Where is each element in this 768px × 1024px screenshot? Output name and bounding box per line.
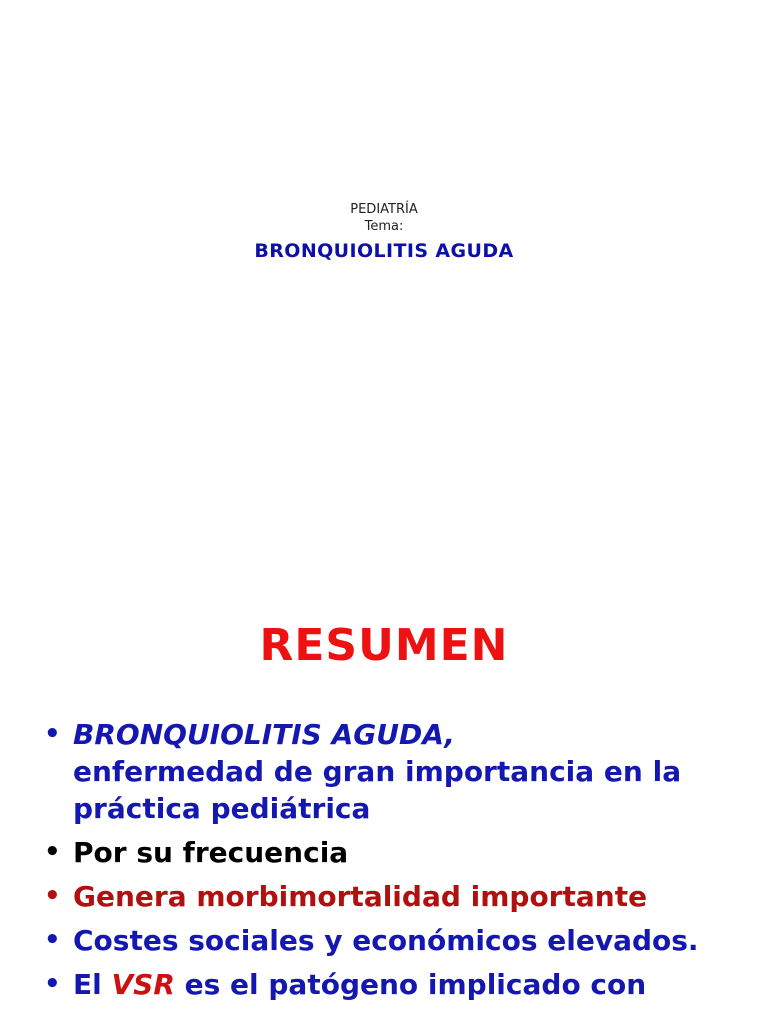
bullet-text: Por su frecuencia bbox=[73, 836, 349, 869]
topic-title: BRONQUIOLITIS AGUDA bbox=[254, 240, 514, 262]
bullet-text: enfermedad de gran importancia en la práctica pediátrica bbox=[73, 755, 682, 825]
bullet-lead-italic: BRONQUIOLITIS AGUDA, bbox=[73, 718, 456, 751]
subject-label: PEDIATRÍA bbox=[350, 202, 418, 217]
bullet-item bbox=[0, 878, 768, 915]
bullet-item bbox=[0, 716, 768, 827]
bullet-text-pre: El bbox=[73, 968, 102, 1001]
tema-label: Tema: bbox=[364, 219, 404, 234]
vsr-highlight: VSR bbox=[111, 968, 175, 1001]
bullet-icon: • bbox=[44, 881, 61, 911]
bullet-icon: • bbox=[44, 925, 61, 955]
bullet-item bbox=[0, 966, 768, 1003]
summary-slide bbox=[0, 576, 768, 1024]
summary-heading: RESUMEN bbox=[259, 620, 509, 671]
bullet-list bbox=[0, 716, 768, 1010]
bullet-text: Costes sociales y económicos elevados. bbox=[73, 924, 699, 957]
bullet-item bbox=[0, 834, 768, 871]
bullet-item bbox=[0, 922, 768, 959]
bullet-icon: • bbox=[44, 969, 61, 999]
bullet-text-post: es el patógeno implicado con bbox=[184, 968, 647, 1001]
bullet-icon: • bbox=[44, 837, 61, 867]
title-block bbox=[0, 201, 768, 262]
bullet-text: Genera morbimortalidad importante bbox=[73, 880, 648, 913]
bullet-icon: • bbox=[44, 719, 61, 749]
